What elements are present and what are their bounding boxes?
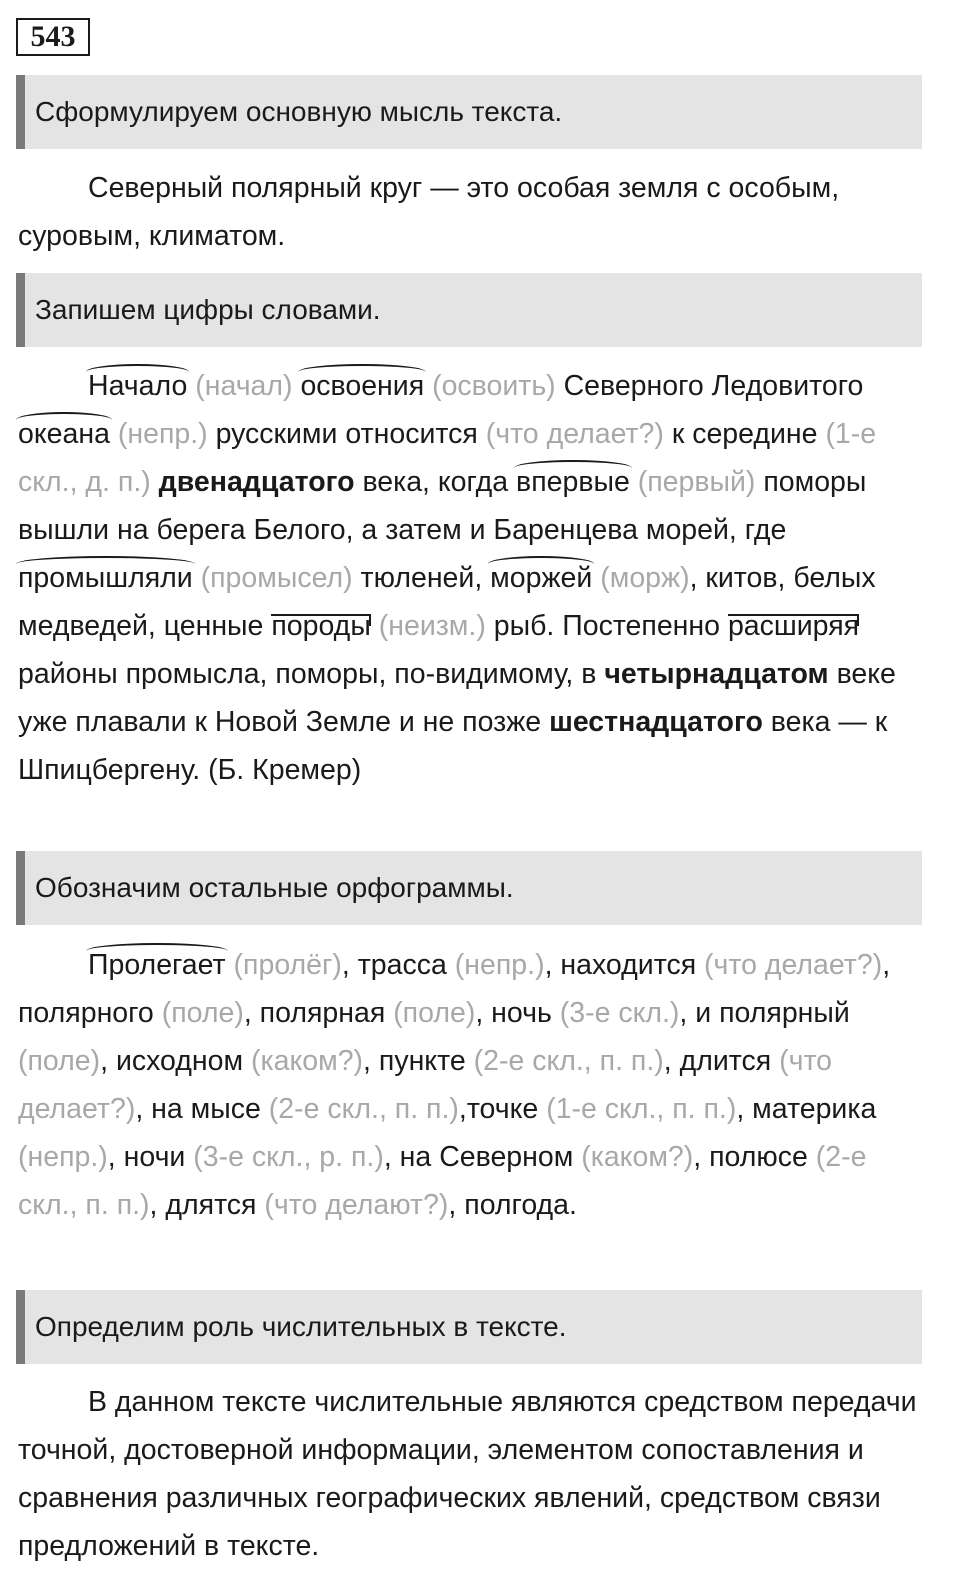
word-severnom: , на Северном xyxy=(383,1141,574,1173)
conclusion-paragraph xyxy=(18,1378,928,1570)
hint-nachal: (начал) xyxy=(195,370,293,402)
word-punkte: , пункте xyxy=(363,1045,466,1077)
hint-2-skl-3: (2-е скл., п. п.) xyxy=(18,1141,867,1221)
section-header-role: Определим роль числительных в тексте. xyxy=(16,1290,922,1364)
hint-morzh: (морж) xyxy=(600,562,690,594)
hint-pole-1: (поле) xyxy=(161,997,244,1029)
text-s3: к середине xyxy=(671,418,818,450)
word-nachalo: Начало xyxy=(88,370,188,402)
section-header-spellings: Обозначим остальные орфограммы. xyxy=(16,851,922,925)
word-promyshlyali: промышляли xyxy=(18,562,193,594)
word-polyarnogo: , полярного xyxy=(18,949,891,1029)
hint-3-skl-rp: (3-е скл., р. п.) xyxy=(193,1141,384,1173)
hint-chto-delaet-2: (что делает?) xyxy=(704,949,883,981)
text-s7: , китов, белых медведей, ценные xyxy=(18,562,876,642)
text-s6: тюленей, xyxy=(360,562,483,594)
text-s11: века — к Шпицбергену. (Б. Кремер) xyxy=(18,706,888,786)
hint-3-skl: (3-е скл.) xyxy=(559,997,680,1029)
hint-pervyi: (первый) xyxy=(637,466,756,498)
word-osvoeniya: освоения xyxy=(300,370,425,402)
hint-proleg: (пролёг) xyxy=(233,949,342,981)
word-trassa: , трасса xyxy=(341,949,447,981)
word-nahoditsya: , находится xyxy=(544,949,697,981)
hint-2-skl-1: (2-е скл., п. п.) xyxy=(473,1045,664,1077)
word-ishodnom: , исходном xyxy=(100,1045,244,1077)
section-header-numbers: Запишем цифры словами. xyxy=(16,273,922,347)
spellings-paragraph xyxy=(18,941,928,1229)
word-noch: , ночь xyxy=(475,997,552,1029)
hint-nepr-3: (непр.) xyxy=(18,1141,108,1173)
numeral-twelfth: двенадцатого xyxy=(158,466,355,498)
hint-kakom-1: (каком?) xyxy=(251,1045,364,1077)
word-polyuse: , полюсе xyxy=(693,1141,808,1173)
word-polyarnyi: , и полярный xyxy=(679,997,850,1029)
word-materika: , материка xyxy=(736,1093,877,1125)
word-dlyatsya: , длятся xyxy=(149,1189,257,1221)
text-s5: поморы вышли на берега Белого, а затем и Баренцева морей, где xyxy=(18,466,867,546)
hint-1-skl: (1-е скл., п. п.) xyxy=(546,1093,737,1125)
word-porody: породы xyxy=(271,610,371,642)
hint-pole-3: (поле) xyxy=(18,1045,101,1077)
conclusion-text: В данном тексте числительные являются средством передачи точной, достоверной информации, элементом сопоставления и сравнения различных географических явлений, средством связи предложений в тексте. xyxy=(18,1386,917,1562)
word-nochi: , ночи xyxy=(107,1141,186,1173)
hint-osvoit: (освоить) xyxy=(432,370,556,402)
main-idea-text: Северный полярный круг — это особая земля с особым, суровым, климатом. xyxy=(18,172,840,252)
word-rasshiryaya: расширяя xyxy=(727,610,860,642)
word-polyarnaya: , полярная xyxy=(243,997,386,1029)
hint-promysel: (промысел) xyxy=(200,562,353,594)
hint-kakom-2: (каком?) xyxy=(581,1141,694,1173)
text-s1: Северного Ледовитого xyxy=(563,370,864,402)
hint-nepr-2: (непр.) xyxy=(454,949,545,981)
hint-skl: (1-е скл., д. п.) xyxy=(18,418,877,498)
text-paragraph xyxy=(18,362,928,794)
hint-2-skl-2: (2-е скл., п. п.) xyxy=(268,1093,459,1125)
exercise-number: 543 xyxy=(16,18,90,56)
word-okeana: океана xyxy=(18,418,110,450)
word-prolegaet: Пролегает xyxy=(88,949,226,981)
section-header-main-idea: Сформулируем основную мысль текста. xyxy=(16,75,922,149)
word-vpervye: впервые xyxy=(516,466,630,498)
word-morzhei: моржей xyxy=(490,562,593,594)
word-otnositsya: относится xyxy=(345,418,478,450)
text-s8: рыб. Постепенно xyxy=(493,610,721,642)
hint-neizm: (неизм.) xyxy=(378,610,486,642)
word-tochke: ,точке xyxy=(458,1093,539,1125)
text-s4: века, когда xyxy=(362,466,509,498)
text-s2: русскими xyxy=(215,418,338,450)
numeral-fourteenth: четырнадцатом xyxy=(604,658,829,690)
hint-pole-2: (поле) xyxy=(393,997,476,1029)
word-dlitsya: , длится xyxy=(663,1045,772,1077)
hint-nepr: (непр.) xyxy=(117,418,208,450)
hint-chto-delaet-3: (что делает?) xyxy=(18,1045,833,1125)
hint-chto-delayut: (что делают?) xyxy=(264,1189,449,1221)
main-idea-paragraph xyxy=(18,164,928,260)
word-myse: , на мысе xyxy=(135,1093,261,1125)
text-s9: районы промысла, поморы, по-видимому, в xyxy=(18,658,597,690)
word-polgoda: , полгода. xyxy=(448,1189,577,1221)
hint-chto-delaet: (что делает?) xyxy=(485,418,664,450)
numeral-sixteenth: шестнадцатого xyxy=(549,706,763,738)
text-s10: веке уже плавали к Новой Земле и не позже xyxy=(18,658,896,738)
